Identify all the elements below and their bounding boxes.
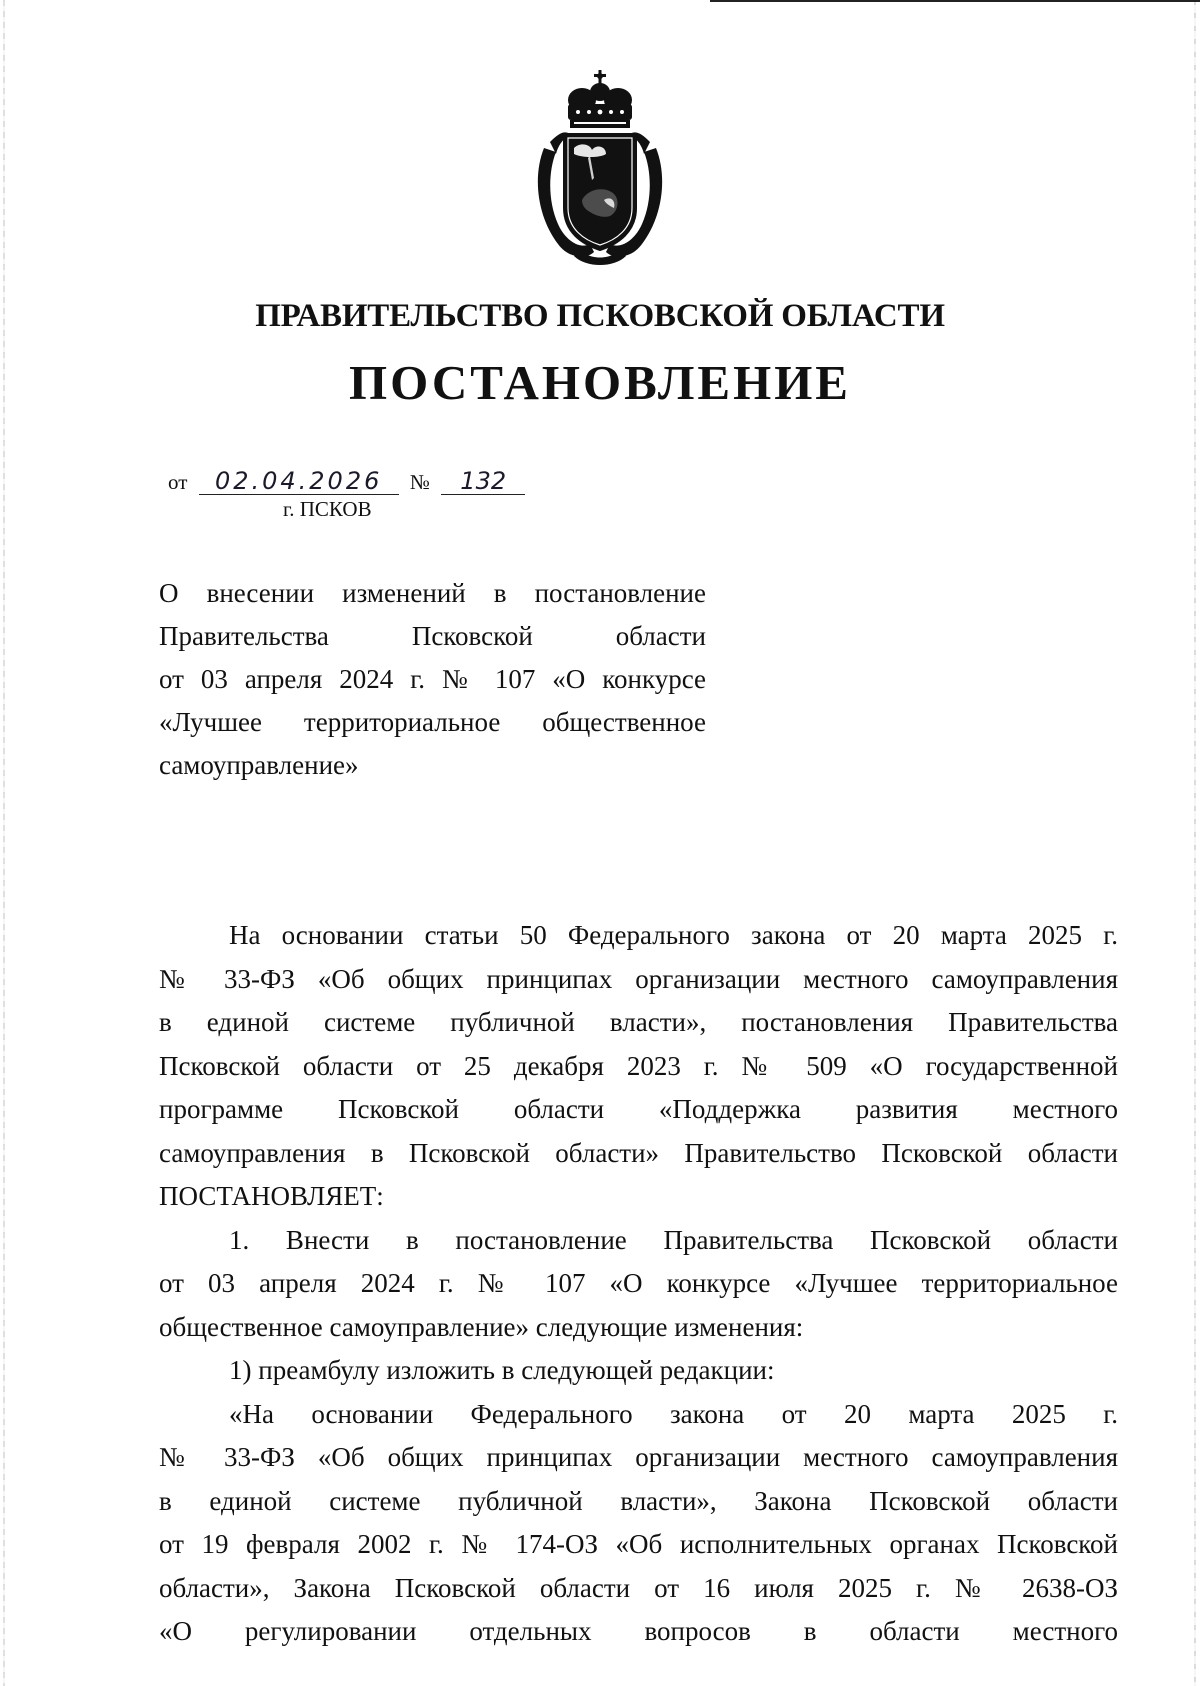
- body-line: 1. Внести в постановление Правительства Псковской области: [229, 1224, 1118, 1255]
- pskov-coat-of-arms-icon: [534, 68, 666, 268]
- body-line: программе Псковской области «Поддержка развития местного: [159, 1094, 1118, 1124]
- subject-line: «Лучшее территориальное общественное: [159, 707, 706, 737]
- body-line: № 33-ФЗ «Об общих принципах организации местного самоуправления: [159, 963, 1118, 994]
- handwritten-date-field: 02.04.2026: [199, 468, 399, 495]
- body-line: ПОСТАНОВЛЯЕТ:: [159, 1181, 384, 1211]
- body-line: в единой системе публичной власти», постановления Правительства: [159, 1007, 1118, 1037]
- body-line: самоуправления в Псковской области» Правительство Псковской области: [159, 1137, 1118, 1168]
- body-line: от 19 февраля 2002 г. № 174-ОЗ «Об исполнительных органах Псковской: [159, 1529, 1118, 1559]
- organization-title: ПРАВИТЕЛЬСТВО ПСКОВСКОЙ ОБЛАСТИ: [255, 298, 945, 334]
- body-line: общественное самоуправление» следующие изменения:: [159, 1311, 804, 1342]
- subject-line: самоуправление»: [159, 750, 359, 780]
- body-line: Псковской области от 25 декабря 2023 г. № 509 «О государственной: [159, 1050, 1118, 1081]
- document-type-title: ПОСТАНОВЛЕНИЕ: [349, 355, 851, 410]
- body-line: области», Закона Псковской области от 16 июля 2025 г. № 2638-ОЗ: [159, 1572, 1118, 1603]
- body-line: «На основании Федерального закона от 20 марта 2025 г.: [229, 1398, 1118, 1429]
- scan-edge-right: [1194, 0, 1196, 1686]
- scan-edge-left: [3, 0, 5, 1686]
- scan-edge-top: [710, 0, 1200, 2]
- city-label: г. ПСКОВ: [283, 497, 372, 521]
- body-line: 1) преамбулу изложить в следующей редакции:: [229, 1355, 775, 1385]
- body-line: от 03 апреля 2024 г. № 107 «О конкурсе «Лучшее территориальное: [159, 1268, 1118, 1298]
- body-line: № 33-ФЗ «Об общих принципах организации местного самоуправления: [159, 1442, 1118, 1472]
- document-body: [159, 914, 1118, 1654]
- body-line: На основании статьи 50 Федерального закона от 20 марта 2025 г.: [229, 920, 1118, 950]
- date-from-label: от: [168, 470, 188, 494]
- subject-line: Правительства Псковской области: [159, 621, 706, 651]
- body-line: «О регулировании отдельных вопросов в области местного: [159, 1616, 1118, 1646]
- subject-line: от 03 апреля 2024 г. № 107 «О конкурсе: [159, 664, 706, 694]
- number-sign-label: №: [409, 470, 430, 494]
- subject-line: О внесении изменений в постановление: [159, 578, 706, 608]
- date-number-line: [168, 468, 525, 495]
- document-subject: [159, 572, 706, 787]
- body-line: в единой системе публичной власти», Закона Псковской области: [159, 1485, 1118, 1516]
- handwritten-number-field: 132: [441, 468, 525, 495]
